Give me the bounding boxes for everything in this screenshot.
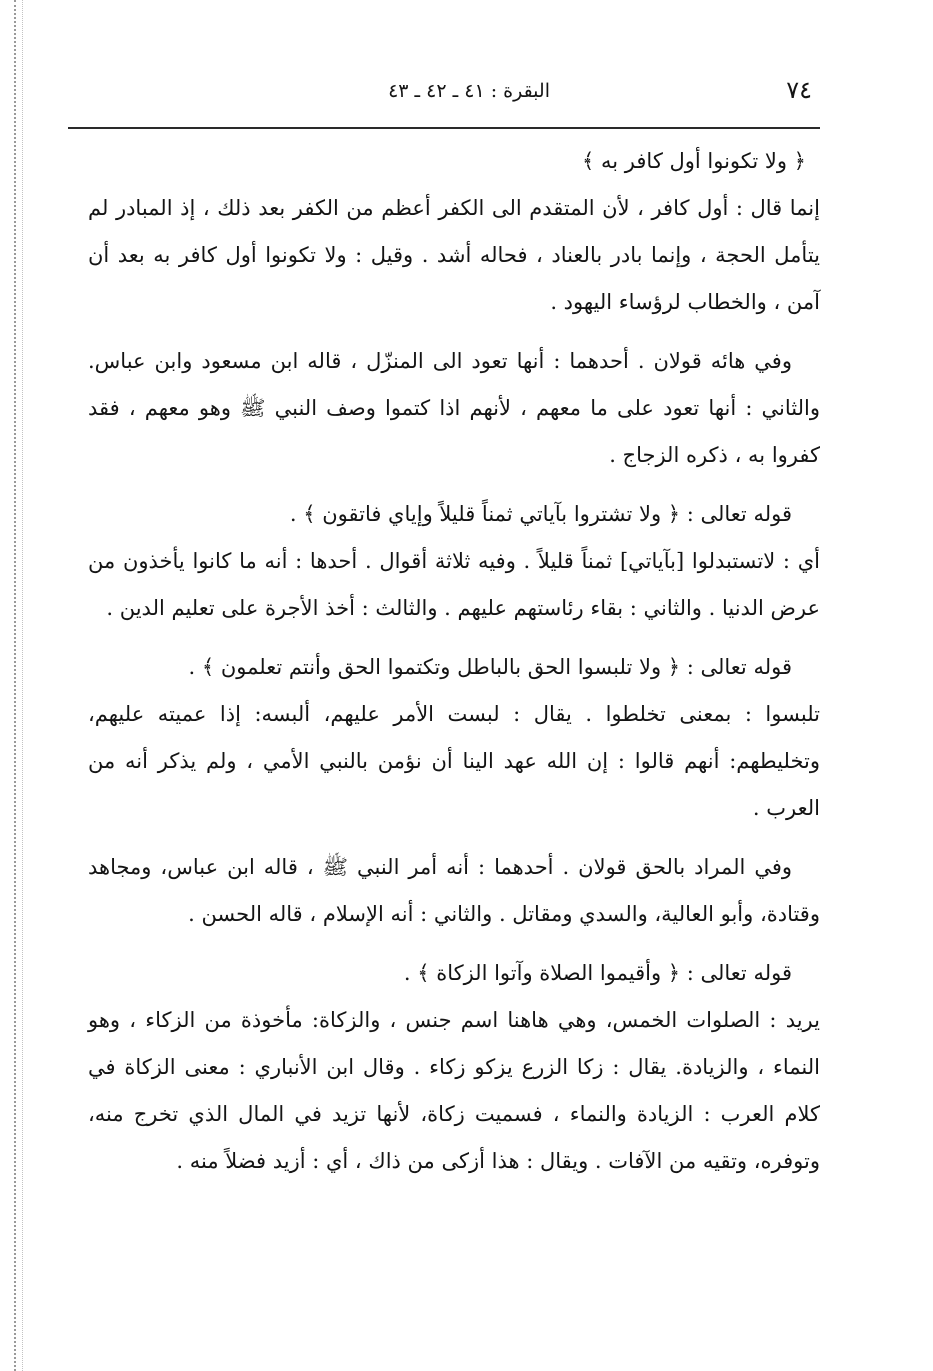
page-edge-dotted-line	[14, 0, 16, 1371]
paragraph: أي : لاتستبدلوا [بآياتي] ثمناً قليلاً . وفيه ثلاثة أقوال . أحدها : أنه ما كانوا يأخذون من عرض الدنيا . والثاني : بقاء رئاستهم عليهم . والثالث : أخذ الأجرة على تعليم الدين .	[88, 549, 820, 620]
page-body	[88, 138, 820, 1197]
paragraph: وفي المراد بالحق قولان . أحدهما : أنه أمر النبي ﷺ ، قاله ابن عباس، ومجاهد وقتادة، وأبو العالية، والسدي ومقاتل . والثاني : أنه الإسلام ، قاله الحسن .	[88, 855, 820, 926]
page-edge-dotted-line-inner	[22, 0, 23, 1371]
page-header	[68, 74, 820, 114]
paragraph: تلبسوا : بمعنى تخلطوا . يقال : لبست الأمر عليهم، ألبسه: إذا عميته عليهم، وتخليطهم: أنهم قالوا : إن الله عهد الينا أن نؤمن بالنبي الأمي ، ولم يذكر أنه من العرب .	[88, 702, 820, 820]
header-rule	[68, 127, 820, 129]
verse-heading: قوله تعالى : ﴿ وأقيموا الصلاة وآتوا الزكاة ﴾ .	[403, 961, 792, 985]
paragraph: يريد : الصلوات الخمس، وهي هاهنا اسم جنس ، والزكاة: مأخوذة من الزكاء ، وهو النماء ، والزيادة. يقال : زكا الزرع يزكو زكاء . وقال ابن الأنباري : معنى الزكاة في كلام العرب : الزيادة والنماء ، فسميت زكاة، لأنها تزيد في المال الذي تخرج منه، وتوفره، وتقيه من الآفات . ويقال : هذا أزكى من ذاك ، أي : أزيد فضلاً منه .	[88, 1008, 820, 1173]
running-title: البقرة : ٤١ ـ ٤٢ ـ ٤٣	[388, 80, 550, 102]
verse-quote: ﴿ ولا تكونوا أول كافر به ﴾	[582, 149, 806, 173]
verse-heading: قوله تعالى : ﴿ ولا تلبسوا الحق بالباطل وتكتموا الحق وأنتم تعلمون ﴾ .	[188, 655, 792, 679]
verse-heading: قوله تعالى : ﴿ ولا تشتروا بآياتي ثمناً قليلاً وإياي فاتقون ﴾ .	[289, 502, 792, 526]
page-number: ٧٤	[786, 76, 812, 104]
paragraph: إنما قال : أول كافر ، لأن المتقدم الى الكفر أعظم من الكفر بعد ذلك ، إذ المبادر لم يتأمل الحجة ، وإنما بادر بالعناد ، فحاله أشد . وقيل : ولا تكونوا أول كافر به بعد أن آمن ، والخطاب لرؤساء اليهود .	[88, 196, 820, 314]
paragraph: وفي هائه قولان . أحدهما : أنها تعود الى المنزّل ، قاله ابن مسعود وابن عباس. والثاني : أنها تعود على ما معهم ، لأنهم اذا كتموا وصف النبي ﷺ وهو معهم ، فقد كفروا به ، ذكره الزجاج .	[88, 349, 820, 467]
